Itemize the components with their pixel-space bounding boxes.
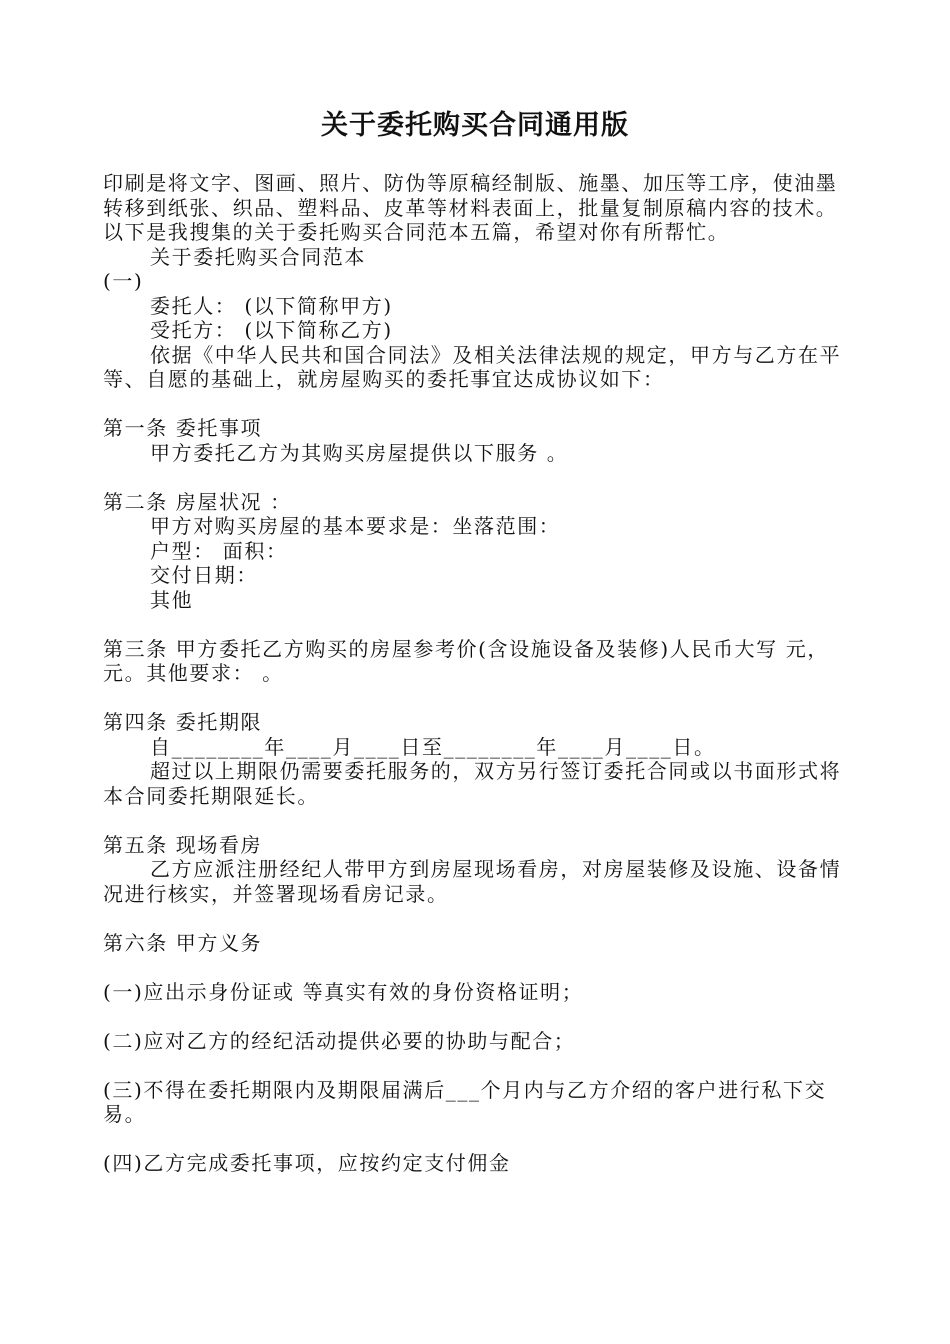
section-number: (一) [103,269,144,293]
section-title: 关于委托购买合同范本 [150,244,366,269]
article-5-body: 乙方应派注册经纪人带甲方到房屋现场看房，对房屋装修及设施、设备情况进行核实，并签署现场看房记录。 [103,857,842,906]
party-a-line: 委托人： (以下简称甲方) [150,293,393,318]
article-3-body: 第三条 甲方委托乙方购买的房屋参考价(含设施设备及装修)人民币大写 元， 元。其他要求： 。 [103,636,829,685]
article-4-heading: 第四条 委托期限 [103,710,263,734]
intro-paragraph: 印刷是将文字、图画、照片、防伪等原稿经制版、施墨、加压等工序，使油墨转移到纸张、织品、塑料品、皮革等材料表面上，批量复制原稿内容的技术。以下是我搜集的关于委托购买合同范本五篇，希望对你有所帮忙。 [103,171,838,244]
article-4-line-2: 超过以上期限仍需要委托服务的，双方另行签订委托合同或以书面形式将本合同委托期限延长。 [103,759,842,808]
article-5-heading: 第五条 现场看房 [103,832,263,857]
article-6-item-1: (一)应出示身份证或 等真实有效的身份资格证明； [103,979,584,1004]
article-2-line-2: 户型： 面积： [150,538,288,563]
article-6-item-4: (四)乙方完成委托事项，应按约定支付佣金 [103,1151,511,1175]
document-title: 关于委托购买合同通用版 [321,110,629,141]
document-body [103,171,850,1176]
article-6-item-2: (二)应对乙方的经纪活动提供必要的协助与配合； [103,1028,576,1053]
party-b-line: 受托方： (以下简称乙方) [150,318,393,342]
article-2-line-4: 其他 [150,587,194,612]
article-1-body: 甲方委托乙方为其购买房屋提供以下服务 。 [150,440,569,465]
preamble-paragraph: 依据《中华人民共和国合同法》及相关法律法规的规定，甲方与乙方在平等、自愿的基础上，就房屋购买的委托事宜达成协议如下： [103,342,842,391]
article-2-line-3: 交付日期： [150,563,258,587]
article-2-heading: 第二条 房屋状况 ： [103,489,292,514]
article-1-heading: 第一条 委托事项 [103,416,263,440]
article-2-line-1: 甲方对购买房屋的基本要求是：坐落范围： [150,514,561,538]
article-4-line-1: 自________年____月____日至________年____月____日。 [150,734,716,759]
article-6-item-3: (三)不得在委托期限内及期限届满后___个月内与乙方介绍的客户进行私下交易。 [103,1077,827,1126]
article-6-heading: 第六条 甲方义务 [103,930,263,955]
